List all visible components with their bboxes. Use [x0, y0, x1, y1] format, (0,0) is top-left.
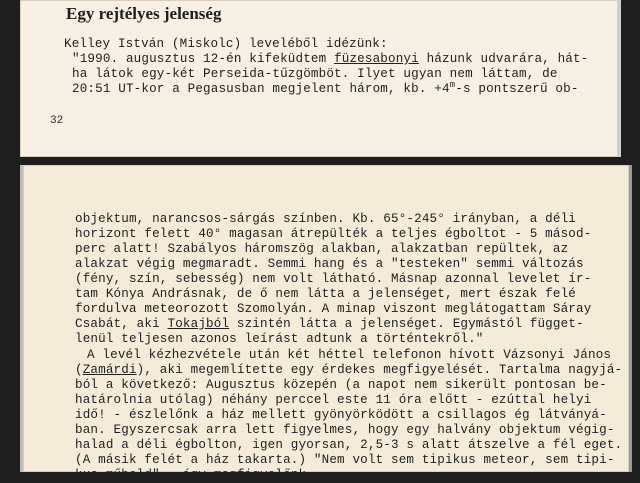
text-line: A levél kézhezvétele után két héttel telefonon hívott Vázsonyi János: [87, 348, 612, 362]
text-line: fordulva meteorozott Szomolyán. A minap viszont meglátogattam Sáray: [75, 302, 592, 316]
text-line: "1990. augusztus 12-én kifeküdtem füzesabonyi házunk udvarára, hát-: [72, 52, 589, 66]
article-title: Egy rejtélyes jelenség: [66, 4, 222, 23]
text-line: (fény, szín, sebesség) nem volt látható. Másnap azonnal levelet ír-: [75, 272, 592, 286]
text-line: lenül teljesen azonos leírást adtunk a történtekről.": [75, 332, 484, 346]
text-line: alakzat végig megmaradt. Semmi hang és a "testeken" semmi változás: [75, 257, 584, 271]
text-line: perc alatt! Szabályos háromszög alakban, alakzatban repültek, az: [75, 242, 569, 256]
text-line: objektum, narancsos-sárgás színben. Kb. 65°-245° irányban, a déli: [75, 212, 576, 226]
text-line: ból a következő: Augusztus közepén (a napot nem sikerült pontosan be-: [75, 378, 607, 392]
text-line: tam Kónya Andrásnak, de ő nem látta a jelenséget, mert észak felé: [75, 287, 576, 301]
text-line: Csabát, aki Tokajból szintén látta a jelenséget. Egymástól függet-: [75, 317, 584, 331]
underlined-place-name: Zamárdi: [82, 363, 137, 377]
text-line: (Zamárdi), aki megemlítette egy érdekes megfigyelését. Tartalma nagyjá-: [75, 363, 623, 377]
text-line: halad a déli égbolton, igen gyorsan, 2,5-3 s alatt átszelve a fél eget.: [75, 438, 623, 452]
text-line: ban. Egyszercsak arra lett figyelmes, hogy egy halvány objektum végig-: [75, 423, 615, 437]
bottom-page-scan: [20, 165, 632, 482]
text-line: idő! - észlelőnk a ház mellett gyönyörködött a csillagos ég látványá-: [75, 408, 607, 422]
underlined-place-name: Tokajból: [167, 317, 230, 331]
text-line: 20:51 UT-kor a Pegasusban megjelent három, kb. $+4^m-s$ pontszerű ob-: [72, 79, 579, 96]
text-line: (A másik felét a ház takarta.) "Nem volt sem tipikus meteor, sem tipi-: [75, 453, 615, 467]
underlined-place-name: füzesabonyi: [334, 52, 419, 66]
text-line: ha látok egy-két Perseida-tűzgömböt. Ilyet ugyan nem láttam, de: [72, 67, 558, 81]
text-line: határolnia utólag) néhány perccel este 11 óra előtt - ezúttal helyi: [75, 393, 592, 407]
text-line: Kelley István (Miskolc) leveléből idézünk:: [64, 37, 388, 51]
page-number: 32: [50, 115, 64, 127]
text-line: horizont felett 40° magasan átrepülték a teljes égboltot - 5 másod-: [75, 227, 592, 241]
top-page-scan: [20, 0, 621, 157]
text-line: kus műhold" - így megfigyelőnk.: [75, 468, 314, 482]
